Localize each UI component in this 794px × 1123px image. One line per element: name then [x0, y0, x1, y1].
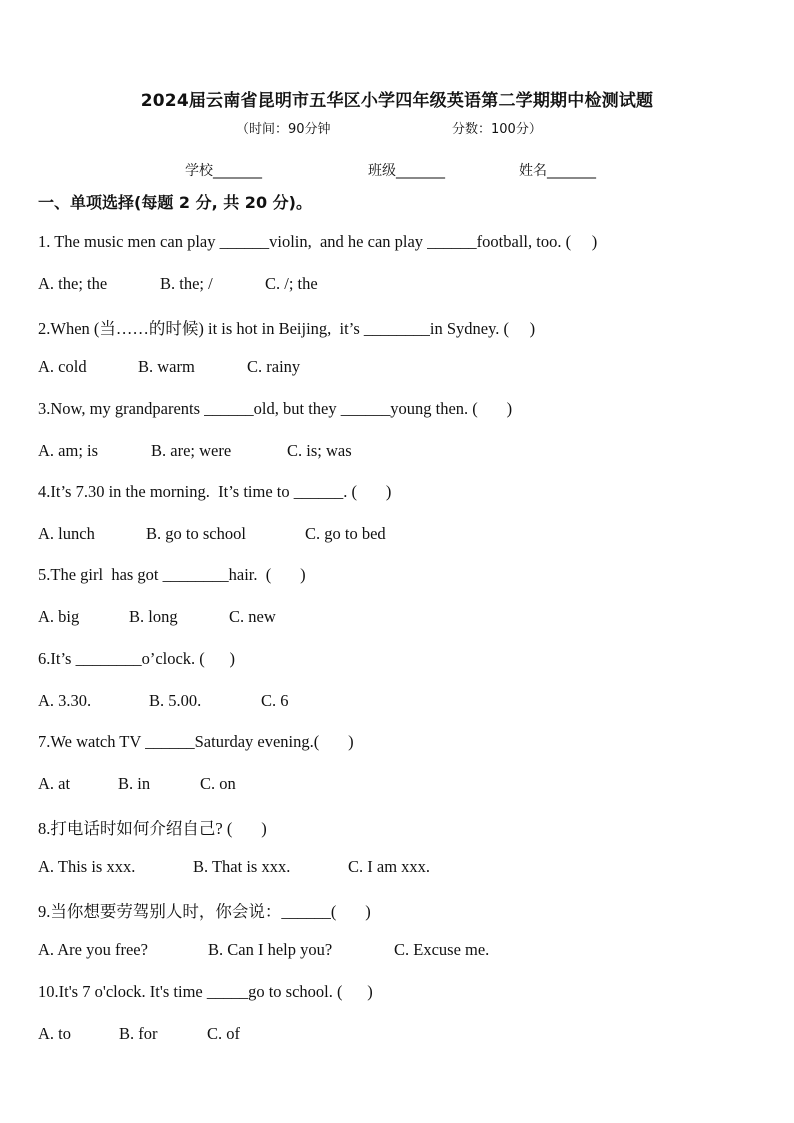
question-8-option-a[interactable]: A. This is xxx. — [38, 857, 136, 876]
question-4-option-c[interactable]: C. go to bed — [305, 524, 386, 543]
question-6-text: 6.It’s ________o’clock. ( ) — [38, 649, 236, 668]
question-9-text: 9.当你想要劳驾别人时，你会说：______( ) — [38, 902, 371, 921]
question-6-option-a[interactable]: A. 3.30. — [38, 691, 92, 710]
question-10-text: 10.It's 7 o'clock. It's time _____go to school. ( ) — [38, 982, 373, 1001]
question-1-option-c[interactable]: C. /; the — [265, 274, 318, 293]
question-4-option-a[interactable]: A. lunch — [38, 524, 95, 543]
question-10-option-b[interactable]: B. for — [119, 1024, 158, 1043]
question-9-option-c[interactable]: C. Excuse me. — [394, 940, 490, 959]
question-9-option-b[interactable]: B. Can I help you? — [208, 940, 333, 959]
question-1-option-a[interactable]: A. the; the — [38, 274, 108, 293]
question-10-option-a[interactable]: A. to — [38, 1024, 71, 1043]
question-2-option-b[interactable]: B. warm — [138, 357, 195, 376]
section-heading: 一、单项选择(每题 2 分, 共 20 分)。 — [38, 193, 312, 212]
class-field: 班级_______ — [368, 163, 445, 179]
question-3-option-c[interactable]: C. is; was — [287, 441, 352, 460]
question-6-option-c[interactable]: C. 6 — [261, 691, 289, 710]
question-5-text: 5.The girl has got ________hair. ( ) — [38, 565, 306, 584]
question-7-option-a[interactable]: A. at — [38, 774, 71, 793]
question-5-option-b[interactable]: B. long — [129, 607, 178, 626]
question-3-option-b[interactable]: B. are; were — [151, 441, 232, 460]
question-4-text: 4.It’s 7.30 in the morning. It’s time to ______. ( ) — [38, 482, 392, 501]
question-4-option-b[interactable]: B. go to school — [146, 524, 246, 543]
question-3-text: 3.Now, my grandparents ______old, but they ______young then. ( ) — [38, 399, 513, 418]
exam-time: （时间：90分钟 — [236, 122, 331, 137]
question-1-text: 1. The music men can play ______violin, and he can play ______football, too. ( ) — [38, 232, 598, 251]
question-9-option-a[interactable]: A. Are you free? — [38, 940, 148, 959]
exam-title: 2024届云南省昆明市五华区小学四年级英语第二学期期中检测试题 — [140, 91, 654, 111]
question-6-option-b[interactable]: B. 5.00. — [149, 691, 202, 710]
question-2-option-c[interactable]: C. rainy — [247, 357, 301, 376]
question-3-option-a[interactable]: A. am; is — [38, 441, 99, 460]
question-5-option-c[interactable]: C. new — [229, 607, 276, 626]
question-7-text: 7.We watch TV ______Saturday evening.( ) — [38, 732, 354, 751]
exam-score: 分数：100分） — [452, 122, 542, 137]
question-10-option-c[interactable]: C. of — [207, 1024, 240, 1043]
name-field: 姓名_______ — [519, 163, 596, 179]
question-1-option-b[interactable]: B. the; / — [160, 274, 213, 293]
school-field: 学校_______ — [185, 163, 262, 179]
question-2-option-a[interactable]: A. cold — [38, 357, 87, 376]
question-2-text: 2.When (当……的时候) it is hot in Beijing, it’s ________in Sydney. ( ) — [38, 319, 536, 338]
question-8-text: 8.打电话时如何介绍自己? ( ) — [38, 819, 267, 838]
question-7-option-b[interactable]: B. in — [118, 774, 151, 793]
question-8-option-b[interactable]: B. That is xxx. — [193, 857, 291, 876]
question-5-option-a[interactable]: A. big — [38, 607, 80, 626]
question-7-option-c[interactable]: C. on — [200, 774, 236, 793]
question-8-option-c[interactable]: C. I am xxx. — [348, 857, 431, 876]
